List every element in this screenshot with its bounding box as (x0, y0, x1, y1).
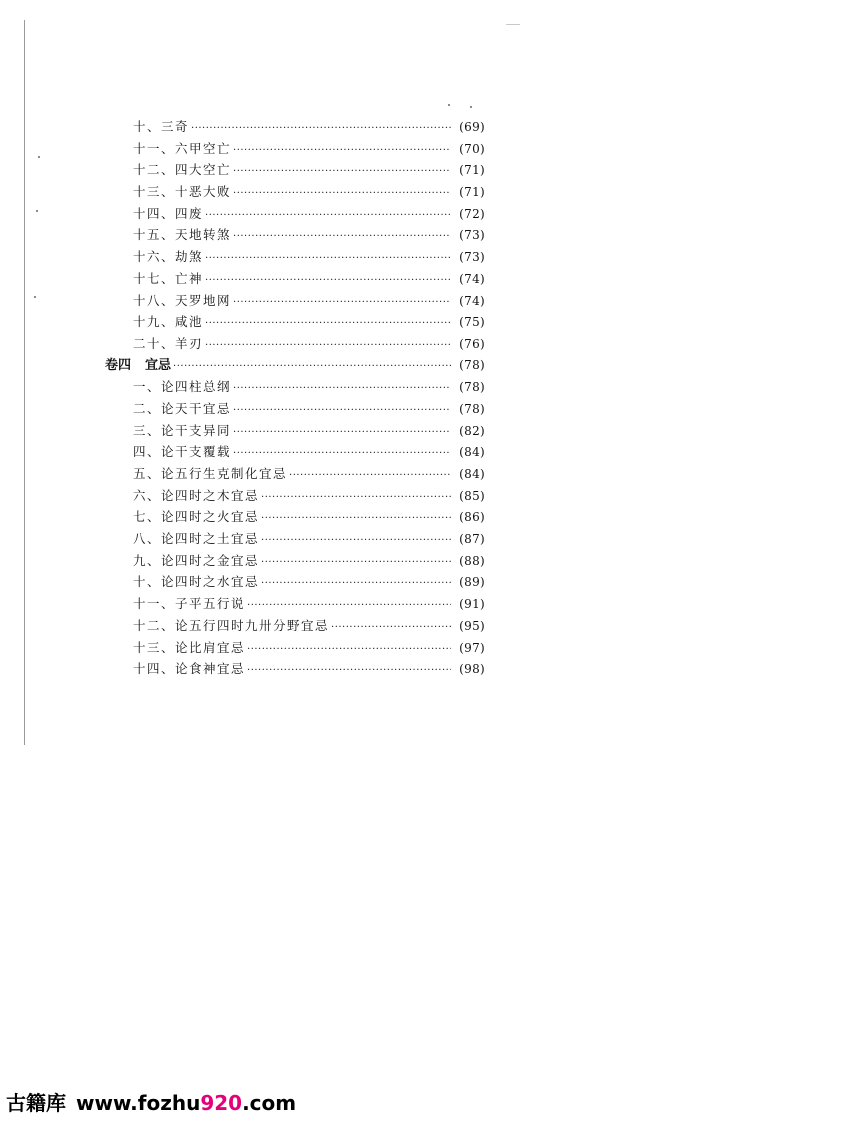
toc-dot-leader (233, 161, 451, 183)
toc-page-number: (71) (459, 163, 485, 178)
toc-page-number: (97) (459, 640, 485, 655)
toc-page-number: (84) (459, 467, 485, 481)
toc-dot-leader (261, 573, 451, 595)
toc-entry-label: 五、论五行生克制化宜忌 (133, 466, 288, 481)
toc-entry (105, 246, 485, 268)
toc-page-number: (75) (459, 315, 485, 330)
toc-page-number: (72) (459, 206, 485, 221)
site-url-suffix: .com (242, 1091, 297, 1115)
toc-dot-leader (233, 422, 451, 444)
toc-entry (105, 463, 485, 485)
toc-page-number: (88) (459, 553, 485, 568)
scan-artifact-dot (36, 210, 38, 212)
toc-page-number: (74) (459, 271, 485, 286)
binding-edge-line (24, 20, 25, 745)
toc-page-number: (84) (459, 445, 485, 460)
toc-dot-leader (205, 205, 451, 227)
toc-entry-label: 七、论四时之火宜忌 (133, 509, 260, 525)
toc-entry-label: 十一、子平五行说 (133, 596, 246, 612)
toc-dot-leader (173, 356, 451, 378)
toc-dot-leader (331, 617, 451, 639)
toc-page-number: (87) (459, 532, 485, 547)
toc-entry (105, 550, 485, 572)
toc-page-number: (70) (459, 141, 485, 156)
toc-chapter-number: 卷四 (105, 357, 132, 373)
toc-entry-label: 四、论干支覆载 (133, 444, 232, 460)
toc-entry (105, 181, 485, 203)
toc-entry-label: 二十、羊刃 (133, 335, 204, 351)
toc-dot-leader (261, 508, 451, 530)
toc-page-number: (78) (459, 401, 485, 416)
toc-entry-label: 一、论四柱总纲 (133, 379, 232, 395)
toc-entry (105, 615, 485, 637)
scan-artifact-mark (506, 24, 520, 25)
toc-entry-label: 六、论四时之木宜忌 (133, 487, 260, 503)
toc-entry-label: 十八、天罗地网 (133, 292, 232, 308)
toc-entry-label: 八、论四时之土宜忌 (133, 531, 260, 547)
toc-entry (105, 658, 485, 680)
toc-page-number: (71) (459, 185, 485, 200)
toc-chapter-title: 宜忌 (145, 357, 172, 373)
site-url-prefix: www.fozhu (76, 1091, 201, 1115)
toc-page-number: (86) (459, 510, 485, 525)
toc-entry (105, 268, 485, 290)
toc-page-number: (98) (459, 662, 485, 677)
toc-page-number: (89) (459, 575, 485, 590)
toc-dot-leader (233, 378, 451, 400)
toc-entry (105, 116, 485, 138)
toc-entry-label: 十四、论食神宜忌 (133, 661, 246, 677)
toc-dot-leader (191, 118, 451, 140)
toc-dot-leader (261, 552, 451, 574)
toc-dot-leader (233, 183, 451, 205)
toc-entry (105, 571, 485, 593)
toc-entry (105, 333, 485, 355)
toc-page-number: (78) (459, 380, 485, 395)
toc-entry-label: 九、论四时之金宜忌 (133, 552, 260, 568)
toc-dot-leader (233, 292, 451, 314)
toc-entry-label: 十二、四大空亡 (133, 162, 232, 178)
toc-page-number: (69) (459, 120, 485, 134)
toc-entry-label: 二、论天干宜忌 (133, 400, 232, 416)
toc-dot-leader (205, 270, 451, 292)
scan-artifact-dot (38, 156, 40, 158)
toc-entry (105, 441, 485, 463)
toc-entry-label: 十六、劫煞 (133, 249, 204, 265)
toc-dot-leader (233, 140, 451, 162)
toc-page-number: (85) (459, 488, 485, 503)
toc-entry (105, 224, 485, 246)
toc-entry-label: 十四、四废 (133, 205, 204, 221)
toc-entry-label: 十、论四时之水宜忌 (133, 574, 260, 590)
toc-page-number: (82) (459, 423, 485, 438)
toc-entry-label: 十三、论比肩宜忌 (133, 639, 246, 655)
site-name: 古籍库 (6, 1091, 66, 1115)
toc-entry (105, 506, 485, 528)
toc-entry-label: 十五、天地转煞 (133, 227, 232, 243)
toc-dot-leader (205, 248, 451, 270)
toc-dot-leader (233, 226, 451, 248)
toc-page-number: (76) (459, 336, 485, 351)
toc-chapter-label (105, 355, 171, 377)
toc-page-number: (74) (459, 293, 485, 308)
toc-entry (105, 311, 485, 333)
toc-entry (105, 637, 485, 659)
toc-entry-label: 十九、咸池 (133, 314, 204, 330)
toc-dot-leader (289, 465, 451, 487)
site-url-number: 920 (200, 1091, 243, 1115)
toc-page-number: (91) (459, 597, 485, 612)
toc-entry (105, 398, 485, 420)
toc-entry-label: 十二、论五行四时九卅分野宜忌 (133, 617, 330, 633)
scan-artifact-dot (470, 106, 472, 108)
scan-artifact-dot (448, 104, 450, 106)
toc-dot-leader (205, 313, 451, 335)
toc-dot-leader (205, 335, 451, 357)
toc-dot-leader (261, 530, 451, 552)
toc-dot-leader (247, 639, 451, 661)
toc-page-number: (73) (459, 228, 485, 243)
toc-page-number: (95) (459, 618, 485, 633)
toc-entry-label: 三、论干支异同 (133, 422, 232, 438)
toc-entry (105, 593, 485, 615)
toc-entry-label: 十三、十恶大败 (133, 184, 232, 200)
toc-dot-leader (247, 595, 451, 617)
toc-dot-leader (233, 400, 451, 422)
toc-entry (105, 290, 485, 312)
toc-entry-label: 十、三奇 (133, 119, 190, 134)
scan-artifact-dot (34, 296, 36, 298)
toc-entry (105, 420, 485, 442)
toc-dot-leader (233, 443, 451, 465)
toc-chapter-heading (105, 355, 485, 377)
toc-dot-leader (247, 660, 451, 682)
toc-entry-label: 十一、六甲空亡 (133, 140, 232, 156)
toc-entry-label: 十七、亡神 (133, 270, 204, 286)
toc-page-number: (73) (459, 250, 485, 265)
toc-entry (105, 528, 485, 550)
toc-page-number: (78) (459, 357, 485, 372)
watermark-footer (6, 1087, 296, 1116)
toc-entry (105, 138, 485, 160)
toc-entry (105, 485, 485, 507)
toc-entry (105, 203, 485, 225)
table-of-contents (105, 116, 485, 680)
toc-entry (105, 376, 485, 398)
toc-entry (105, 159, 485, 181)
toc-dot-leader (261, 487, 451, 509)
